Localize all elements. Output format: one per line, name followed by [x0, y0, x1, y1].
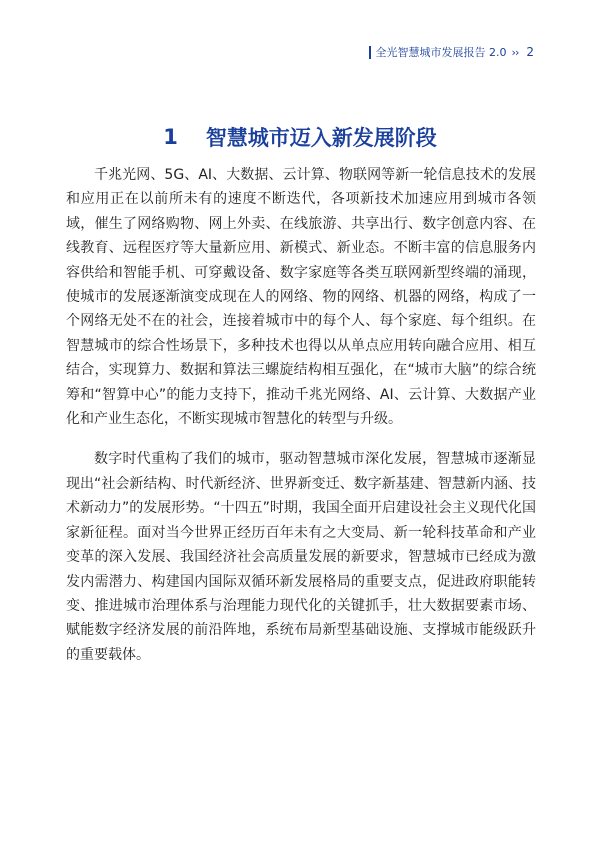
section-title: 智慧城市迈入新发展阶段	[205, 126, 437, 150]
paragraph-2: 数字时代重构了我们的城市，驱动智慧城市深化发展，智慧城市逐渐显现出“社会新结构、时代新经济、世界新变迁、数字新基建、智慧新内涵、技术新动力”的发展形势。“十四五”时期，我国全面开启建设社会主义现代化国家新征程。面对当今世界正经历百年未有之大变局、新一轮科技革命和产业变革的深入发展、我国经济社会高质量发展的新要求，智慧城市已经成为激发内需潜力、构建国内国际双循环新发展格局的重要支点，促进政府职能转变、推进城市治理体系与治理能力现代化的关键抓手，壮大数据要素市场、赋能数字经济发展的前沿阵地，系统布局新型基础设施、支撑城市能级跃升的重要载体。	[66, 451, 536, 663]
body-text	[66, 163, 536, 667]
section-heading	[0, 122, 600, 152]
section-number: 1	[163, 125, 178, 149]
chevron-right-icon: ››	[511, 45, 519, 59]
running-header	[369, 44, 534, 60]
header-divider-bar	[369, 46, 371, 59]
page-number: 2	[526, 45, 534, 59]
report-title: 全光智慧城市发展报告 2.0	[375, 46, 507, 59]
paragraph-1: 千兆光网、5G、AI、大数据、云计算、物联网等新一轮信息技术的发展和应用正在以前所未有的速度不断迭代，各项新技术加速应用到城市各领域，催生了网络购物、网上外卖、在线旅游、共享出行、数字创意内容、在线教育、远程医疗等大量新应用、新模式、新业态。不断丰富的信息服务内容供给和智能手机、可穿戴设备、数字家庭等各类互联网新型终端的涌现，使城市的发展逐渐演变成现在人的网络、物的网络、机器的网络，构成了一个网络无处不在的社会，连接着城市中的每个人、每个家庭、每个组织。在智慧城市的综合性场景下，多种技术也得以从单点应用转向融合应用、相互结合，实现算力、数据和算法三螺旋结构相互强化，在“城市大脑”的综合统筹和“智算中心”的能力支持下，推动千兆光网络、AI、云计算、大数据产业化和产业生态化，不断实现城市智慧化的转型与升级。	[66, 167, 536, 428]
